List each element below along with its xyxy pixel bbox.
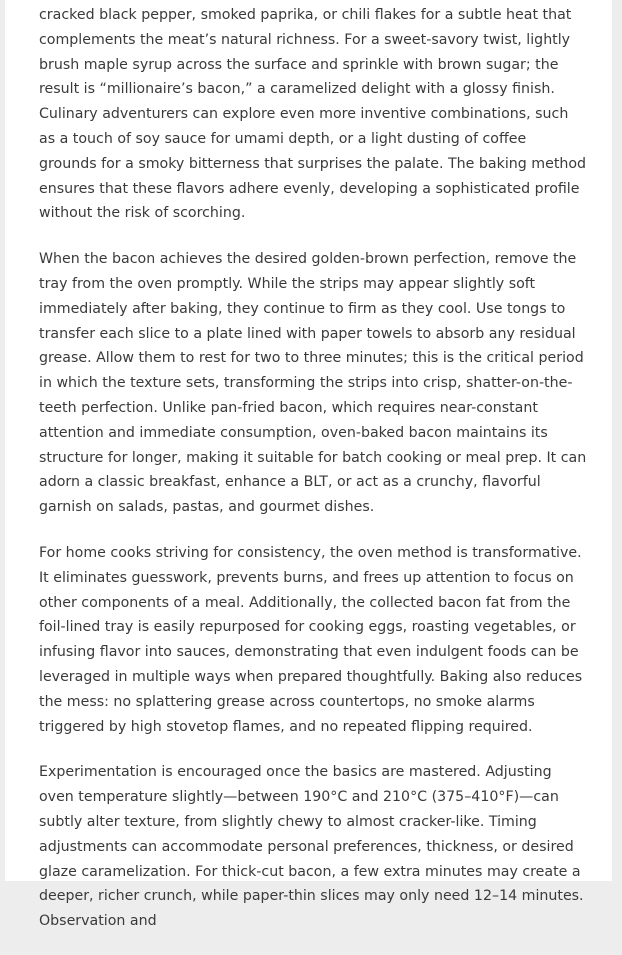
paragraph-consistency: For home cooks striving for consistency, the oven method is transformative. It eliminates guesswork, prevents burns, and frees up attention to focus on other components of a meal. Additionally, the collected bacon fat from the foil-lined tray is easily repurposed for cooking eggs, roasting vegetables, or infusing flavor into sauces, demonstrating that even indulgent foods can be leveraged in multiple ways when prepared thoughtfully. Baking also reduces the mess: no splattering grease across countertops, no smoke alarms triggered by high stovetop flames, and no repeated flipping required. bbox=[39, 544, 583, 735]
document-page bbox=[5, 0, 612, 930]
paragraph-experimentation: Experimentation is encouraged once the basics are mastered. Adjusting oven temperature slightly—between 190°C and 210°C (375–410°F)—can subtly alter texture, from slightly chewy to almost cracker-like. Timing adjustments can accommodate personal preferences, thickness, or desired glaze caramelization. For thick-cut bacon, a few extra minutes may create a deeper, richer crunch, while paper-thin slices may only need 12–14 minutes. Observation and bbox=[39, 764, 584, 930]
paragraph-resting: When the bacon achieves the desired golden-brown perfection, remove the tray from the oven promptly. While the strips may appear slightly soft immediately after baking, they continue to firm as they cool. Use tongs to transfer each slice to a plate lined with paper towels to absorb any residual grease. Allow them to rest for two to three minutes; this is the critical period in which the texture sets, transforming the strips into crisp, shatter-on-the-teeth perfection. Unlike pan-fried bacon, which requires near-constant attention and immediate consumption, oven-baked bacon maintains its structure for longer, making it suitable for batch cooking or meal prep. It can adorn a classic breakfast, enhance a BLT, or act as a crunchy, flavorful garnish on salads, pastas, and gourmet dishes. bbox=[39, 251, 587, 516]
article-body bbox=[39, 3, 587, 955]
paragraph-seasoning: cracked black pepper, smoked paprika, or chili flakes for a subtle heat that complements the meat’s natural richness. For a sweet-savory twist, lightly brush maple syrup across the surface and sprinkle with brown sugar; the result is “millionaire’s bacon,” a caramelized delight with a glossy finish. Culinary adventurers can explore even more inventive combinations, such as a touch of soy sauce for umami depth, or a light dusting of coffee grounds for a smoky bitterness that surprises the palate. The baking method ensures that these flavors adhere evenly, developing a sophisticated profile without the risk of scorching. bbox=[39, 7, 587, 222]
